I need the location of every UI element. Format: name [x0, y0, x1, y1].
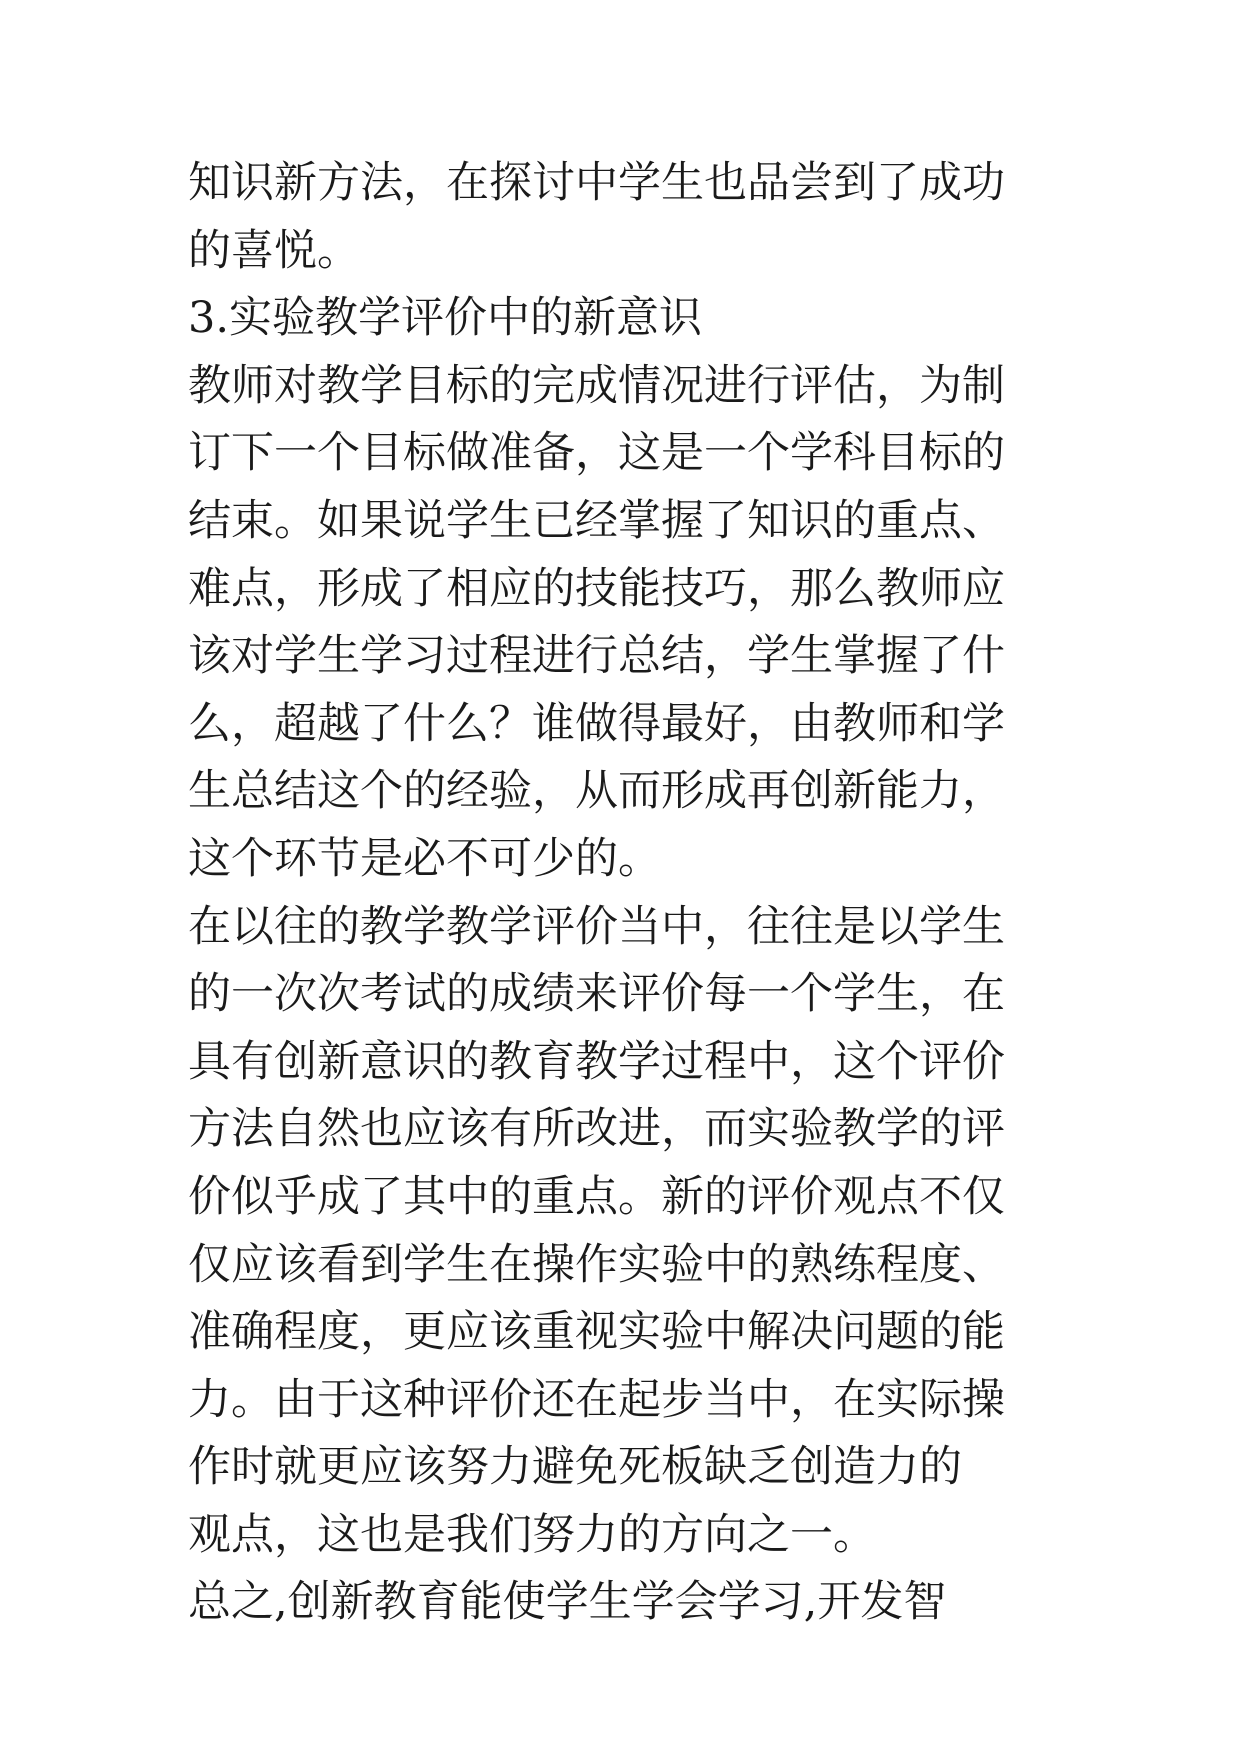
text-line: 的喜悦。	[188, 225, 360, 276]
text-body	[188, 150, 1088, 1637]
text-line: 知识新方法，在探讨中学生也品尝到了成功	[188, 158, 1005, 208]
section-heading: 3.实验教学评价中的新意识	[188, 293, 703, 344]
text-line: 准确程度，更应该重视实验中解决问题的能	[188, 1307, 1005, 1358]
text-line: 订下一个目标做准备，这是一个学科目标的	[188, 428, 1005, 479]
text-line: 该对学生学习过程进行总结，学生掌握了什	[188, 631, 1005, 682]
text-line: 仅应该看到学生在操作实验中的熟练程度、	[188, 1239, 1005, 1290]
text-line: 作时就更应该努力避免死板缺乏创造力的	[188, 1442, 962, 1493]
text-line: 结束。如果说学生已经掌握了知识的重点、	[188, 495, 1005, 546]
text-line: 教师对教学目标的完成情况进行评估，为制	[188, 360, 1005, 411]
text-line: 观点，这也是我们努力的方向之一。	[188, 1509, 876, 1560]
text-line: 价似乎成了其中的重点。新的评价观点不仅	[188, 1171, 1005, 1222]
text-line: 具有创新意识的教育教学过程中，这个评价	[188, 1036, 1005, 1087]
text-line: 生总结这个的经验，从而形成再创新能力，	[188, 766, 1005, 817]
text-line: 在以往的教学教学评价当中，往往是以学生	[188, 901, 1005, 952]
text-line: 力。由于这种评价还在起步当中，在实际操	[188, 1374, 1005, 1425]
text-line: 的一次次考试的成绩来评价每一个学生，在	[188, 969, 1005, 1020]
text-line: 方法自然也应该有所改进，而实验教学的评	[188, 1104, 1005, 1155]
text-line: 总之,创新教育能使学生学会学习,开发智	[188, 1577, 947, 1628]
text-line: 么，超越了什么？谁做得最好，由教师和学	[188, 698, 1005, 749]
text-line: 难点，形成了相应的技能技巧，那么教师应	[188, 563, 1005, 614]
text-line: 这个环节是必不可少的。	[188, 833, 661, 884]
